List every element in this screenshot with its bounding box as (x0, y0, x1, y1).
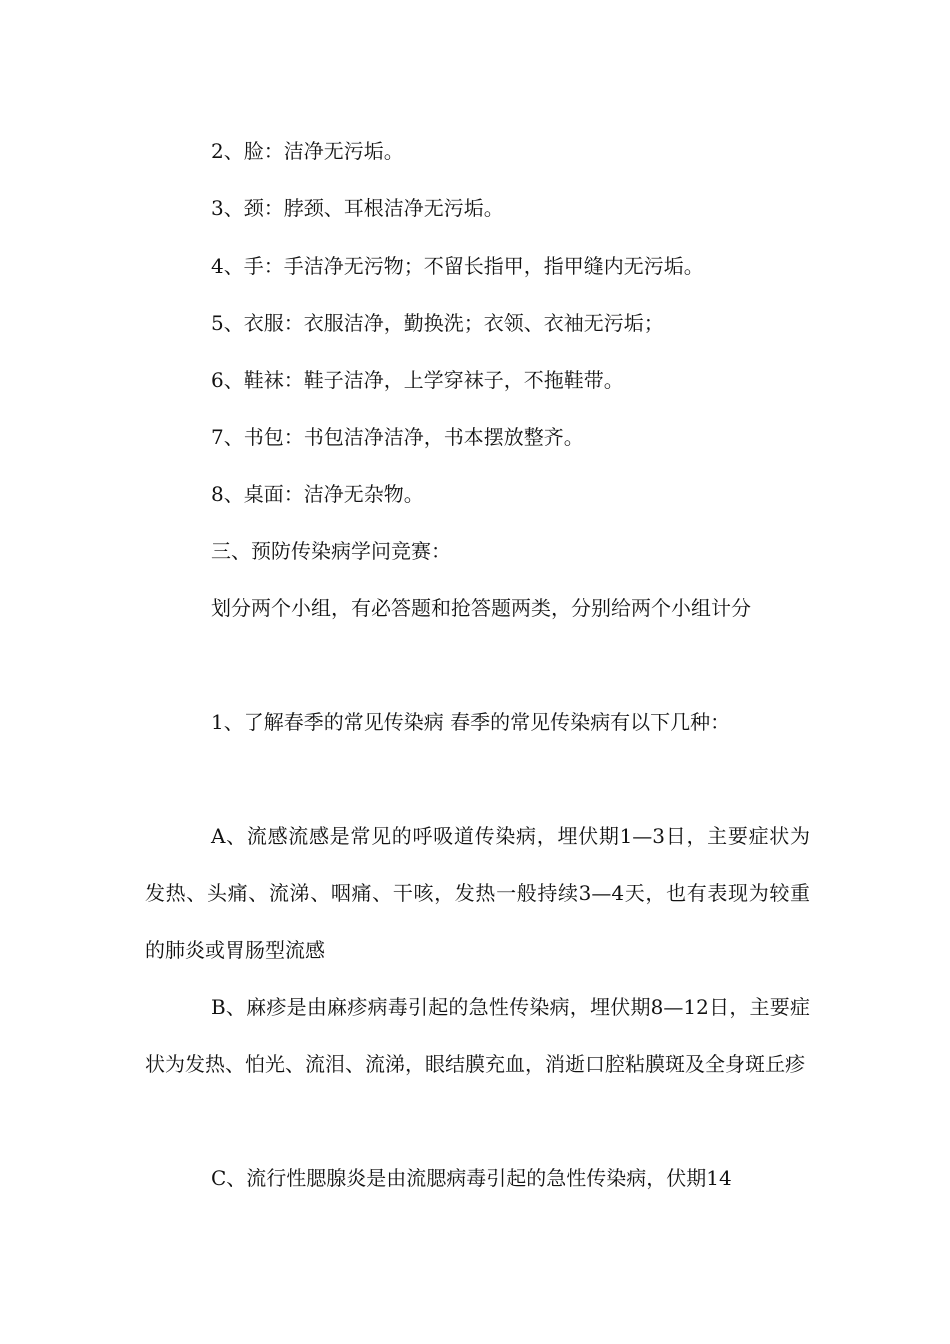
paragraph-item-4: 4、手：手洁净无污物；不留长指甲，指甲缝内无污垢。 (211, 254, 704, 278)
paragraph-item-3: 3、颈：脖颈、耳根洁净无污垢。 (211, 196, 504, 220)
paragraph-mumps: C、流行性腮腺炎是由流腮病毒引起的急性传染病，伏期14 (211, 1166, 732, 1190)
section-heading-3: 三、预防传染病学问竞赛： (211, 539, 451, 563)
paragraph-measles: B、麻疹是由麻疹病毒引起的急性传染病，埋伏期8—12日，主要症状为发热、怕光、流泪、流涕，眼结膜充血，消逝口腔粘膜斑及全身斑丘疹 (145, 995, 810, 1076)
paragraph-flu: A、流感流感是常见的呼吸道传染病，埋伏期1—3日，主要症状为发热、头痛、流涕、咽痛、干咳，发热一般持续3—4天，也有表现为较重的肺炎或胃肠型流感 (145, 824, 810, 962)
paragraph-item-2: 2、脸：洁净无污垢。 (211, 139, 404, 163)
paragraph-item-8: 8、桌面：洁净无杂物。 (211, 482, 424, 506)
paragraph-item-5: 5、衣服：衣服洁净，勤换洗；衣领、衣袖无污垢； (211, 311, 664, 335)
paragraph-item-7: 7、书包：书包洁净洁净，书本摆放整齐。 (211, 425, 584, 449)
paragraph-spring-diseases: 1、了解春季的常见传染病 春季的常见传染病有以下几种： (211, 710, 731, 734)
paragraph-grouping: 划分两个小组，有必答题和抢答题两类，分别给两个小组计分 (211, 596, 751, 620)
paragraph-item-6: 6、鞋袜：鞋子洁净，上学穿袜子，不拖鞋带。 (211, 368, 624, 392)
